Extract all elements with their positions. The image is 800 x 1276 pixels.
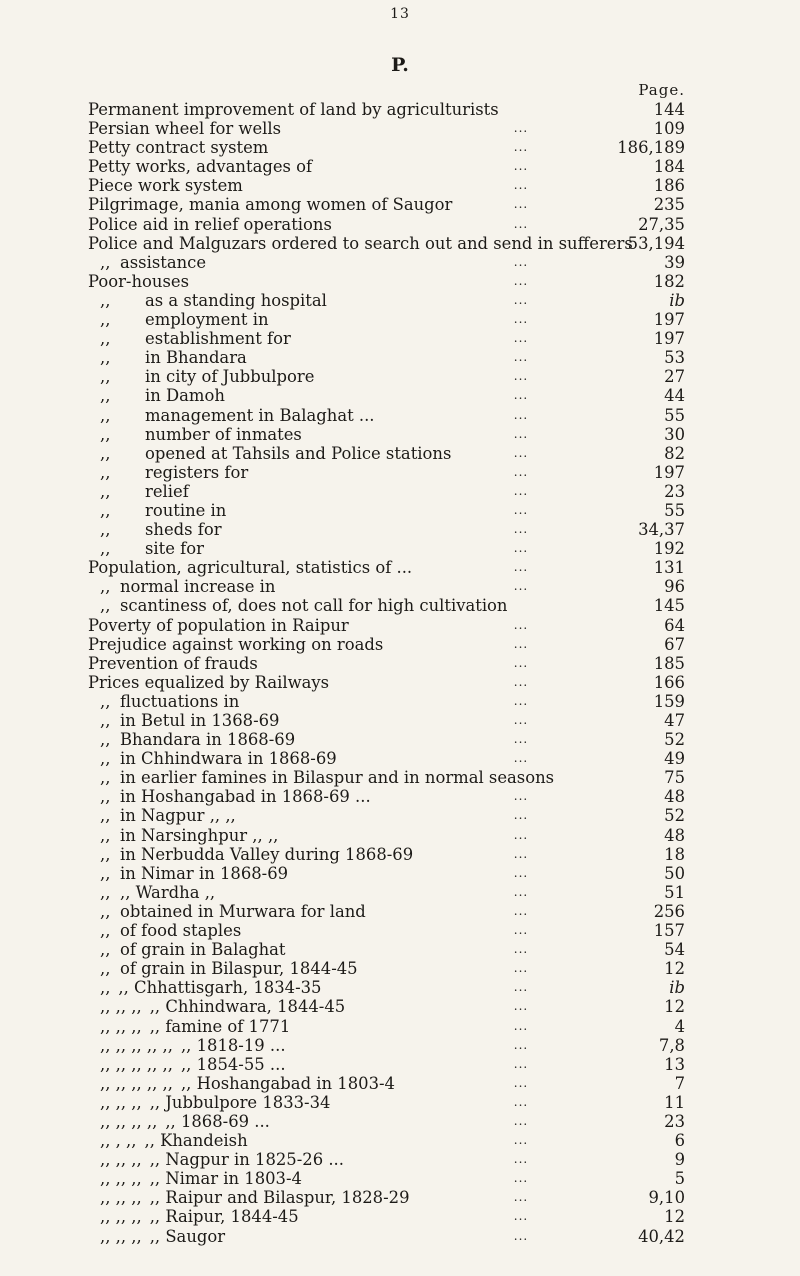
leader-dots: ... bbox=[513, 292, 529, 307]
entry-text: Prejudice against working on roads bbox=[88, 634, 384, 654]
index-entry bbox=[88, 157, 685, 176]
entry-text: number of inmates bbox=[145, 424, 302, 444]
page-reference: 192 bbox=[653, 539, 685, 559]
leader-dots: ... bbox=[513, 1018, 529, 1033]
entry-text: Piece work system bbox=[88, 176, 243, 196]
entry-text: management in Balaghat ... bbox=[145, 405, 375, 425]
ditto-mark: ,, bbox=[100, 978, 111, 998]
ditto-mark: ,, ,, ,, ,, ,, bbox=[100, 1035, 173, 1055]
page-reference: 186,189 bbox=[617, 138, 685, 158]
page-reference: 23 bbox=[664, 1111, 685, 1131]
index-entry bbox=[88, 100, 685, 119]
page-reference: 34,37 bbox=[638, 520, 685, 540]
leader-dots: ... bbox=[513, 961, 529, 976]
index-entry bbox=[88, 1188, 685, 1207]
index-entry bbox=[88, 1227, 685, 1246]
leader-dots: ... bbox=[513, 999, 529, 1014]
page-reference: 51 bbox=[664, 882, 685, 902]
page-reference: 53,194 bbox=[627, 233, 685, 253]
page-reference: 49 bbox=[664, 749, 685, 769]
entry-text: Petty works, advantages of bbox=[88, 157, 313, 177]
index-entry: ,, in city of Jubbulpore ... 27 bbox=[100, 367, 685, 387]
leader-dots: ... bbox=[513, 789, 529, 804]
leader-dots: ... bbox=[513, 1113, 529, 1128]
entry-text: ,, Saugor bbox=[149, 1226, 226, 1246]
entry-text: ,, Nimar in 1803-4 bbox=[149, 1169, 302, 1189]
index-entry bbox=[88, 195, 685, 214]
entry-text: as a standing hospital bbox=[145, 290, 327, 310]
entry-text: in Nagpur ,, ,, bbox=[120, 806, 236, 826]
leader-dots: ... bbox=[513, 1152, 529, 1167]
page-reference: 182 bbox=[653, 271, 685, 291]
leader-dots: ... bbox=[513, 350, 529, 365]
entry-text: in Chhindwara in 1868-69 bbox=[120, 749, 337, 769]
entry-text: ,, 1854-55 ... bbox=[180, 1054, 286, 1074]
leader-dots: ... bbox=[513, 388, 529, 403]
leader-dots: ... bbox=[513, 178, 529, 193]
entry-text: site for bbox=[145, 539, 204, 559]
page-reference: 144 bbox=[653, 100, 685, 119]
ditto-mark: ,, ,, ,, bbox=[100, 1188, 142, 1208]
ditto-mark: ,, , ,, bbox=[100, 1131, 137, 1151]
page-reference: 48 bbox=[664, 825, 685, 845]
leader-dots: ... bbox=[513, 751, 529, 766]
entry-text: Prevention of frauds bbox=[88, 653, 258, 673]
page-reference: 184 bbox=[653, 157, 685, 177]
index-entry: ,, as a standing hospital ... ib bbox=[100, 290, 685, 310]
index-entry: ,, in Hoshangabad in 1868-69 ... ... 48 bbox=[100, 787, 685, 807]
index-entry: ,, normal increase in ... 96 bbox=[100, 577, 685, 597]
leader-dots: ... bbox=[513, 1190, 529, 1205]
leader-dots: ... bbox=[513, 923, 529, 938]
index-entry bbox=[88, 978, 685, 997]
page-reference: 11 bbox=[664, 1092, 685, 1112]
ditto-mark: ,, ,, ,, bbox=[100, 997, 142, 1017]
page-reference: 52 bbox=[664, 806, 685, 826]
index-entry: ,, in earlier famines in Bilaspur and in normal seasons 75 bbox=[100, 768, 685, 788]
leader-dots: ... bbox=[513, 197, 529, 212]
page-reference: 64 bbox=[664, 615, 685, 635]
entry-text: in Nimar in 1868-69 bbox=[120, 863, 289, 883]
leader-dots: ... bbox=[513, 617, 529, 632]
index-entry: ,, of food staples ... 157 bbox=[100, 921, 685, 941]
leader-dots: ... bbox=[513, 713, 529, 727]
leader-dots: ... bbox=[513, 865, 529, 880]
entry-text: ,, Wardha ,, bbox=[120, 882, 216, 902]
entry-text: ,, Khandeish bbox=[144, 1131, 248, 1151]
index-entry bbox=[88, 1093, 685, 1112]
entry-text: ,, Raipur, 1844-45 bbox=[149, 1207, 299, 1227]
page-reference: 131 bbox=[653, 558, 685, 578]
index-entry: ,, establishment for ... 197 bbox=[100, 329, 685, 349]
index-entry bbox=[88, 673, 685, 692]
entry-text: routine in bbox=[145, 500, 227, 520]
entry-text: of food staples bbox=[120, 921, 242, 941]
leader-dots: ... bbox=[513, 942, 529, 957]
page-reference: 197 bbox=[653, 329, 685, 349]
ditto-mark: ,, ,, ,, ,, ,, bbox=[100, 1054, 173, 1074]
entry-text: in Bhandara bbox=[145, 348, 247, 368]
entry-text: ,, Jubbulpore 1833-34 bbox=[149, 1092, 331, 1112]
entry-text: ,, Raipur and Bilaspur, 1828-29 bbox=[149, 1188, 410, 1208]
leader-dots: ... bbox=[513, 331, 529, 346]
leader-dots: ... bbox=[513, 369, 529, 384]
entry-text: Police and Malguzars ordered to search out and send in sufferers bbox=[88, 233, 633, 253]
index-entry bbox=[88, 138, 685, 157]
index-entry bbox=[88, 1131, 685, 1150]
page-reference: 27,35 bbox=[638, 214, 685, 234]
index-entry: ,, opened at Tahsils and Police stations ... 82 bbox=[100, 443, 685, 463]
index-entry: ,, in Nagpur ,, ,, ... 52 bbox=[100, 806, 685, 826]
page-number: 13 bbox=[390, 6, 410, 22]
page-reference: 9,10 bbox=[648, 1188, 685, 1208]
entry-text: scantiness of, does not call for high cultivation bbox=[120, 596, 508, 616]
entry-text: in city of Jubbulpore bbox=[145, 367, 315, 387]
page-reference: 96 bbox=[664, 577, 685, 597]
index-entry bbox=[88, 176, 685, 195]
leader-dots: ... bbox=[513, 903, 529, 918]
page-reference: 44 bbox=[664, 386, 685, 406]
page-reference: 256 bbox=[653, 901, 685, 921]
entry-text: ,, Chhindwara, 1844-45 bbox=[149, 997, 346, 1017]
index-entry: ,, Bhandara in 1868-69 ... 52 bbox=[100, 730, 685, 750]
entry-text: in Damoh bbox=[145, 386, 225, 406]
entry-text: in Nerbudda Valley during 1868-69 bbox=[120, 844, 414, 864]
ditto-mark: ,, ,, ,, bbox=[100, 1226, 142, 1246]
page-reference: 55 bbox=[664, 500, 685, 520]
index-entry: ,, in Nerbudda Valley during 1868-69 ... 18 bbox=[100, 844, 685, 864]
entry-text: employment in bbox=[145, 310, 269, 330]
entry-text: Pilgrimage, mania among women of Saugor bbox=[88, 195, 453, 215]
leader-dots: ... bbox=[513, 1094, 529, 1109]
page-reference: 39 bbox=[664, 252, 685, 272]
leader-dots: ... bbox=[513, 445, 529, 460]
entry-text: in Betul in 1368-69 bbox=[120, 711, 280, 730]
page-reference: 186 bbox=[653, 176, 685, 196]
ditto-mark: ,, ,, ,, bbox=[100, 1150, 142, 1170]
page-reference: 50 bbox=[664, 863, 685, 883]
ditto-mark: ,, ,, ,, bbox=[100, 1207, 142, 1227]
page-reference: 53 bbox=[664, 348, 685, 368]
page-reference: 7 bbox=[674, 1073, 685, 1093]
entry-text: Bhandara in 1868-69 bbox=[120, 730, 296, 750]
leader-dots: ... bbox=[513, 579, 529, 594]
index-entry: ,, in Betul in 1368-69 ... 47 bbox=[100, 711, 685, 730]
index-entry: ,, employment in ... 197 bbox=[100, 310, 685, 330]
page-reference: 13 bbox=[664, 1054, 685, 1074]
leader-dots: ... bbox=[513, 980, 529, 995]
leader-dots: ... bbox=[513, 1209, 529, 1224]
index-entry bbox=[88, 1207, 685, 1226]
entry-text: ,, Chhattisgarh, 1834-35 bbox=[118, 978, 322, 998]
page-reference: 5 bbox=[674, 1169, 685, 1189]
page-reference: 27 bbox=[664, 367, 685, 387]
entry-text: establishment for bbox=[145, 329, 291, 349]
page-reference: 67 bbox=[664, 634, 685, 654]
entry-text: in Hoshangabad in 1868-69 ... bbox=[120, 787, 371, 807]
entry-text: normal increase in bbox=[120, 577, 276, 597]
entry-text: of grain in Bilaspur, 1844-45 bbox=[120, 959, 358, 979]
entry-text: Poor-houses bbox=[88, 271, 189, 291]
section-letter: P. bbox=[391, 54, 409, 76]
entry-text: registers for bbox=[145, 462, 249, 482]
index-entry: ,, management in Balaghat ... ... 55 bbox=[100, 405, 685, 425]
index-entry bbox=[88, 1055, 685, 1074]
ditto-mark: ,, ,, ,, bbox=[100, 1092, 142, 1112]
leader-dots: ... bbox=[513, 1228, 529, 1243]
index-entry bbox=[88, 635, 685, 654]
index-entry bbox=[88, 215, 685, 234]
entry-text: Prices equalized by Railways bbox=[88, 672, 330, 692]
leader-dots: ... bbox=[513, 121, 529, 136]
leader-dots: ... bbox=[513, 273, 529, 288]
index-entry: ,, in Narsinghpur ,, ,, ... 48 bbox=[100, 825, 685, 845]
entry-text: relief bbox=[145, 481, 189, 501]
entry-text: ,, 1818-19 ... bbox=[180, 1035, 286, 1055]
index-entry: ,, in Damoh ... 44 bbox=[100, 386, 685, 406]
index-entry: ,, registers for ... 197 bbox=[100, 462, 685, 482]
page-reference: 40,42 bbox=[638, 1226, 685, 1246]
page-reference: 145 bbox=[653, 596, 685, 616]
page-reference: 48 bbox=[664, 787, 685, 807]
index-entry: ,, relief ... 23 bbox=[100, 481, 685, 501]
index-entry bbox=[88, 1074, 685, 1093]
index-entry bbox=[88, 1150, 685, 1169]
leader-dots: ... bbox=[513, 846, 529, 861]
entry-text: sheds for bbox=[145, 520, 222, 540]
leader-dots: ... bbox=[513, 1037, 529, 1052]
entry-text: opened at Tahsils and Police stations bbox=[145, 443, 452, 463]
leader-dots: ... bbox=[513, 159, 529, 174]
leader-dots: ... bbox=[513, 502, 529, 517]
index-entry bbox=[88, 616, 685, 635]
leader-dots: ... bbox=[513, 732, 529, 747]
page-reference: 7,8 bbox=[658, 1035, 685, 1055]
entry-text: of grain in Balaghat bbox=[120, 940, 286, 960]
page-reference: 12 bbox=[664, 997, 685, 1017]
entry-text: obtained in Murwara for land bbox=[120, 901, 366, 921]
leader-dots: ... bbox=[513, 674, 529, 689]
page-reference: 47 bbox=[664, 711, 685, 730]
leader-dots: ... bbox=[513, 216, 529, 231]
leader-dots: ... bbox=[513, 522, 529, 537]
index-entry: ,, scantiness of, does not call for high cultivation 145 bbox=[100, 596, 685, 616]
page-reference: 55 bbox=[664, 405, 685, 425]
entry-text: fluctuations in bbox=[120, 691, 240, 711]
entry-text: ,, famine of 1771 bbox=[149, 1016, 291, 1036]
page-reference: 30 bbox=[664, 424, 685, 444]
index-entry bbox=[88, 272, 685, 291]
index-entries bbox=[88, 100, 685, 1246]
index-entry bbox=[88, 558, 685, 577]
page-reference: 185 bbox=[653, 653, 685, 673]
page-reference: 12 bbox=[664, 1207, 685, 1227]
page-reference: 12 bbox=[664, 959, 685, 979]
index-entry bbox=[88, 1017, 685, 1036]
page-reference: 6 bbox=[674, 1131, 685, 1151]
index-entry bbox=[88, 997, 685, 1016]
index-entry bbox=[88, 1036, 685, 1055]
leader-dots: ... bbox=[513, 254, 529, 269]
index-entry: ,, sheds for ... 34,37 bbox=[100, 520, 685, 540]
index-entry: ,, in Bhandara ... 53 bbox=[100, 348, 685, 368]
leader-dots: ... bbox=[513, 808, 529, 823]
page-reference: 75 bbox=[664, 768, 685, 788]
leader-dots: ... bbox=[513, 560, 529, 575]
leader-dots: ... bbox=[513, 1056, 529, 1071]
leader-dots: ... bbox=[513, 636, 529, 651]
ditto-mark: ,, ,, ,, ,, bbox=[100, 1111, 158, 1131]
index-entry: ,, assistance ... 39 bbox=[100, 252, 685, 272]
leader-dots: ... bbox=[513, 426, 529, 441]
entry-text: ,, Nagpur in 1825-26 ... bbox=[149, 1150, 344, 1170]
index-entry: ,, number of inmates ... 30 bbox=[100, 424, 685, 444]
index-entry: ,, fluctuations in ... 159 bbox=[100, 691, 685, 711]
entry-text: in Narsinghpur ,, ,, bbox=[120, 825, 279, 845]
index-entry bbox=[88, 1169, 685, 1188]
leader-dots: ... bbox=[513, 140, 529, 155]
entry-text: Persian wheel for wells bbox=[88, 119, 282, 139]
page-reference: 4 bbox=[674, 1016, 685, 1036]
page-column-header: Page. bbox=[638, 81, 685, 99]
leader-dots: ... bbox=[513, 1133, 529, 1148]
index-entry: ,, ,, Wardha ,, ... 51 bbox=[100, 882, 685, 902]
leader-dots: ... bbox=[513, 1171, 529, 1186]
index-entry: ,, obtained in Murwara for land ... 256 bbox=[100, 901, 685, 921]
page-reference: 9 bbox=[674, 1150, 685, 1170]
page-reference: 197 bbox=[653, 462, 685, 482]
page-reference: 52 bbox=[664, 730, 685, 750]
page-reference: 235 bbox=[653, 195, 685, 215]
leader-dots: ... bbox=[513, 483, 529, 498]
leader-dots: ... bbox=[513, 312, 529, 327]
entry-text: Poverty of population in Raipur bbox=[88, 615, 349, 635]
page-reference: 18 bbox=[664, 844, 685, 864]
page-reference: 157 bbox=[653, 921, 685, 941]
entry-text: Petty contract system bbox=[88, 138, 269, 158]
ditto-mark: ,, ,, ,, bbox=[100, 1169, 142, 1189]
index-entry bbox=[88, 234, 685, 253]
index-entry bbox=[88, 119, 685, 138]
entry-text: assistance bbox=[120, 252, 207, 272]
index-entry: ,, of grain in Bilaspur, 1844-45 ... 12 bbox=[100, 959, 685, 979]
entry-text: ,, 1868-69 ... bbox=[165, 1111, 270, 1131]
page-reference: ib bbox=[669, 978, 685, 998]
leader-dots: ... bbox=[513, 464, 529, 479]
leader-dots: ... bbox=[513, 655, 529, 670]
index-entry: ,, of grain in Balaghat ... 54 bbox=[100, 940, 685, 960]
page-reference: 54 bbox=[664, 940, 685, 960]
index-entry: ,, site for ... 192 bbox=[100, 539, 685, 559]
leader-dots: ... bbox=[513, 693, 529, 708]
entry-text: ,, Hoshangabad in 1803-4 bbox=[180, 1073, 395, 1093]
leader-dots: ... bbox=[513, 541, 529, 556]
leader-dots: ... bbox=[513, 407, 529, 422]
page-reference: ib bbox=[669, 290, 685, 310]
page-reference: 23 bbox=[664, 481, 685, 501]
index-entry: ,, routine in ... 55 bbox=[100, 500, 685, 520]
index-entry: ,, in Chhindwara in 1868-69 ... 49 bbox=[100, 749, 685, 769]
entry-text: Permanent improvement of land by agriculturists bbox=[88, 100, 499, 119]
page-reference: 166 bbox=[653, 672, 685, 692]
index-entry bbox=[88, 654, 685, 673]
index-entry: ,, in Nimar in 1868-69 ... 50 bbox=[100, 863, 685, 883]
leader-dots: ... bbox=[513, 884, 529, 899]
entry-text: in earlier famines in Bilaspur and in normal seasons bbox=[120, 768, 555, 788]
ditto-mark: ,, ,, ,, bbox=[100, 1016, 142, 1036]
leader-dots: ... bbox=[513, 1075, 529, 1090]
index-entry bbox=[88, 1112, 685, 1131]
entry-text: Police aid in relief operations bbox=[88, 214, 332, 234]
entry-text: Population, agricultural, statistics of ... bbox=[88, 558, 413, 578]
page-reference: 159 bbox=[653, 691, 685, 711]
page-reference: 197 bbox=[653, 310, 685, 330]
leader-dots: ... bbox=[513, 827, 529, 842]
page-reference: 82 bbox=[664, 443, 685, 463]
ditto-mark: ,, ,, ,, ,, ,, bbox=[100, 1073, 173, 1093]
page-reference: 109 bbox=[653, 119, 685, 139]
